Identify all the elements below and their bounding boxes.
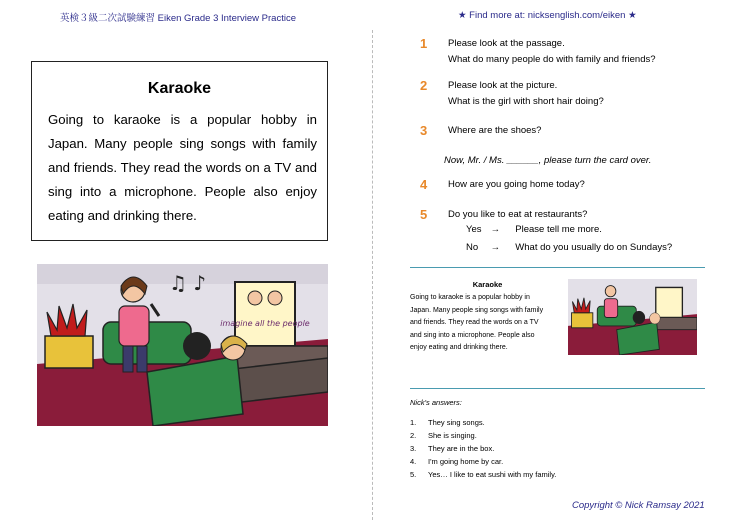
svg-text:♫ ♪: ♫ ♪ [169,271,207,295]
option-text: Please tell me more. [515,224,602,235]
question-line: Do you like to eat at restaurants? [448,209,588,220]
question-number: 2 [420,78,428,93]
answer-item: 1. They sing songs. [410,418,485,427]
fold-divider [372,30,373,520]
turn-card-instruction: Now, Mr. / Ms. ______, please turn the card over. [444,155,652,166]
mini-card-title: Karaoke [472,280,503,289]
tv-lyrics: imagine all the people [220,319,310,328]
option-answer: Yes [466,224,482,235]
passage-card [31,61,328,241]
option-text: What do you usually do on Sundays? [515,242,673,253]
question-line: Please look at the picture. [448,80,558,91]
section-rule [410,267,705,268]
option-yes [466,224,602,235]
question-number: 5 [420,207,428,222]
mini-card-passage: Going to karaoke is a popular hobby in Japan. Many people sing songs with family and friends. They read the words on a TV and sing into a microphone. People also enjoy eating and drinking there. [410,294,544,351]
question-line: What do many people do with family and friends? [448,54,656,65]
answer-item: 3. They are in the box. [410,444,495,453]
header-right: ★ Find more at: nicksenglish.com/eiken ★ [458,10,637,21]
karaoke-picture [37,264,328,426]
question-line: How are you going home today? [448,179,585,190]
section-rule [410,388,705,389]
mini-karaoke-picture [568,279,697,355]
card-passage: Going to karaoke is a popular hobby in Japan. Many people sing songs with family and friends. They read the words on a TV and sing into a microphone. People also enjoy eating and drinking there. [48,112,317,223]
arrow-icon: → [490,242,501,253]
answer-item: 4. I'm going home by car. [410,457,504,466]
question-line: What is the girl with short hair doing? [448,96,604,107]
answer-item: 2. She is singing. [410,431,477,440]
copyright: Copyright © Nick Ramsay 2021 [572,500,705,511]
arrow-icon: → [490,224,501,235]
question-line: Please look at the passage. [448,38,565,49]
question-number: 4 [420,177,428,192]
header-left: 英検３級二次試験練習 Eiken Grade 3 Interview Practice [60,13,296,24]
card-title: Karaoke [147,80,212,97]
question-line: Where are the shoes? [448,125,542,136]
answers-title: Nick's answers: [410,398,462,407]
question-number: 1 [420,36,428,51]
option-answer: No [466,242,479,253]
answer-item: 5. Yes… I like to eat sushi with my family. [410,470,557,479]
option-no [466,242,672,253]
question-number: 3 [420,123,428,138]
